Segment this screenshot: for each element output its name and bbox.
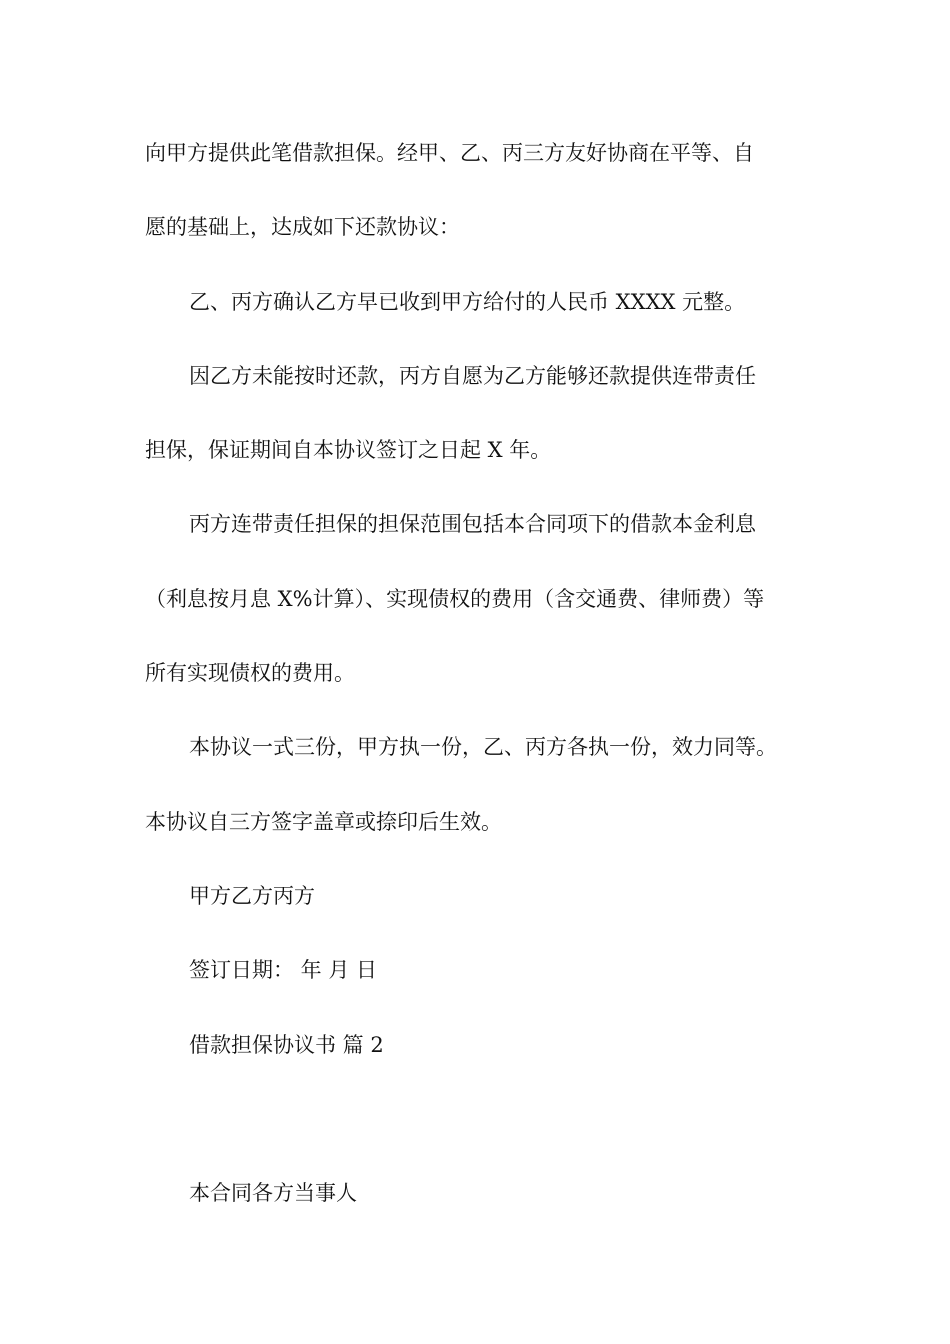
body-line-9: 本协议一式三份，甲方执一份，乙、丙方各执一份，效力同等。	[189, 735, 777, 759]
body-line-4: 因乙方未能按时还款，丙方自愿为乙方能够还款提供连带责任	[189, 364, 756, 388]
parties-line: 本合同各方当事人	[189, 1181, 357, 1205]
body-line-7: （利息按月息 X%计算）、实现债权的费用（含交通费、律师费）等	[145, 587, 765, 611]
body-line-6: 丙方连带责任担保的担保范围包括本合同项下的借款本金利息	[189, 512, 756, 536]
body-line-10: 本协议自三方签字盖章或捺印后生效。	[145, 810, 502, 834]
signatories-line: 甲方乙方丙方	[189, 884, 315, 908]
body-line-8: 所有实现债权的费用。	[145, 661, 355, 685]
body-line-1: 向甲方提供此笔借款担保。经甲、乙、丙三方友好协商在平等、自	[145, 141, 754, 165]
sign-date-line: 签订日期： 年 月 日	[189, 958, 378, 982]
body-line-2: 愿的基础上，达成如下还款协议：	[145, 215, 460, 239]
section-heading: 借款担保协议书 篇 2	[189, 1033, 384, 1057]
body-line-3: 乙、丙方确认乙方早已收到甲方给付的人民币 XXXX 元整。	[189, 290, 746, 314]
body-line-5: 担保，保证期间自本协议签订之日起 X 年。	[145, 438, 552, 462]
